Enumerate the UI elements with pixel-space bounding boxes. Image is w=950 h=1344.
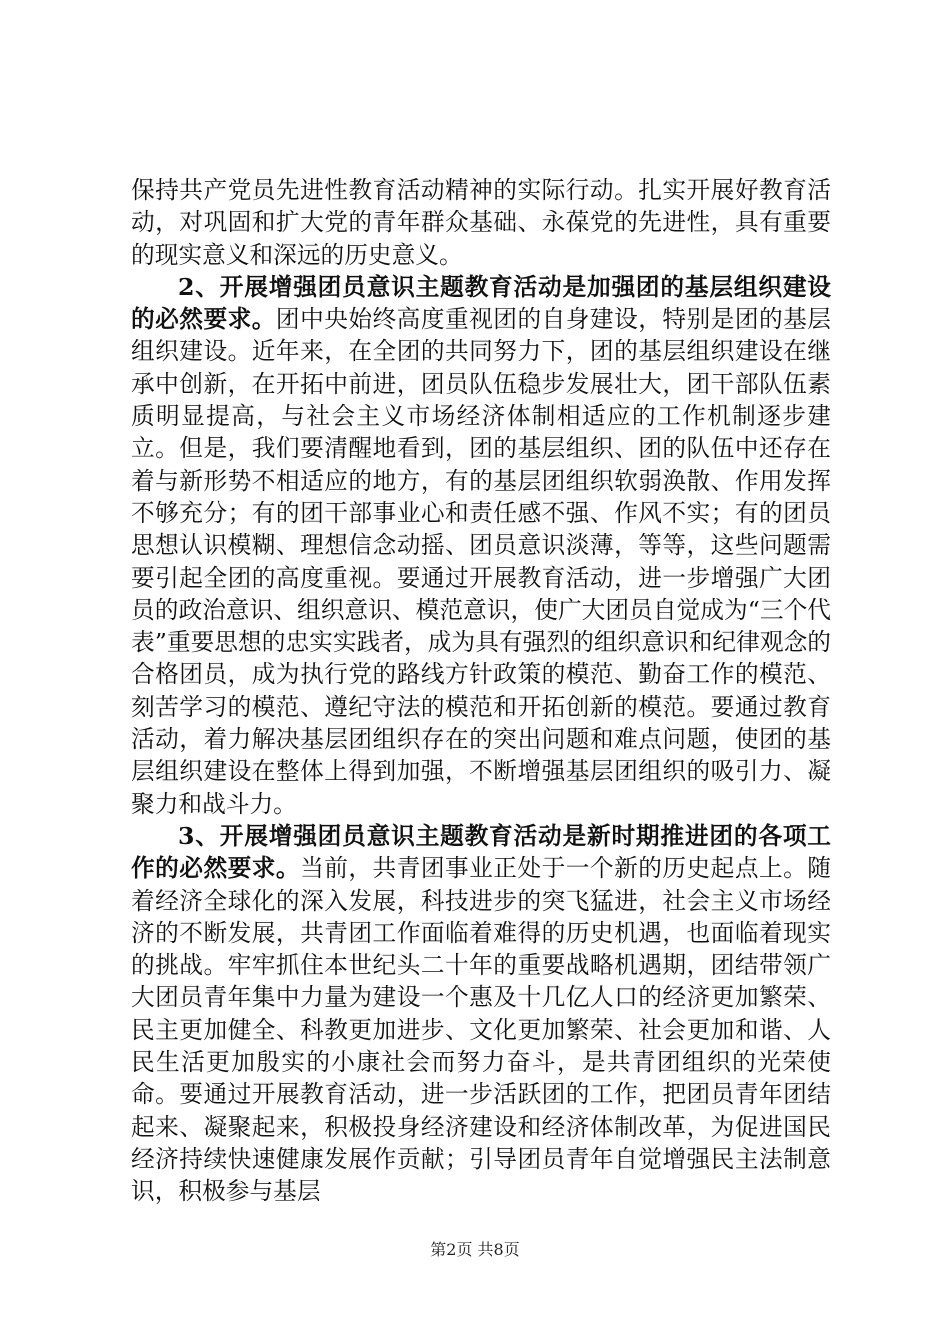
page-footer — [0, 1240, 950, 1260]
paragraph-section-2 — [131, 271, 831, 820]
paragraph-lead: 3、开展增强团员意识主题教育活动是新时期推进团的各项工作的必然要求。 — [131, 821, 831, 883]
paragraph-text: 保持共产党员先进性教育活动精神的实际行动。扎实开展好教育活动，对巩固和扩大党的青年群众基础、永葆党的先进性，具有重要的现实意义和深远的历史意义。 — [131, 176, 831, 269]
page-number: 第2页 共8页 — [430, 1240, 520, 1259]
document-body — [131, 174, 831, 1208]
paragraph-text: 团中央始终高度重视团的自身建设，特别是团的基层组织建设。近年来，在全团的共同努力下，团的基层组织建设在继承中创新，在开拓中前进，团员队伍稳步发展壮大，团干部队伍素质明显提高，与社会主义市场经济体制相适应的工作机制逐步建立。但是，我们要清醒地看到，团的基层组织、团的队伍中还存在着与新形势不相适应的地方，有的基层团组织软弱涣散、作用发挥不够充分；有的团干部事业心和责任感不强、作风不实；有的团员思想认识模糊、理想信念动摇、团员意识淡薄，等等，这些问题需要引起全团的高度重视。要通过开展教育活动，进一步增强广大团员的政治意识、组织意识、模范意识，使广大团员自觉成为“三个代表”重要思想的忠实实践者，成为具有强烈的组织意识和纪律观念的合格团员，成为执行党的路线方针政策的模范、勤奋工作的模范、刻苦学习的模范、遵纪守法的模范和开拓创新的模范。要通过教育活动，着力解决基层团组织存在的突出问题和难点问题，使团的基层组织建设在整体上得到加强，不断增强基层团组织的吸引力、凝聚力和战斗力。 — [131, 305, 831, 818]
paragraph-text: 当前，共青团事业正处于一个新的历史起点上。随着经济全球化的深入发展，科技进步的突飞猛进，社会主义市场经济的不断发展，共青团工作面临着难得的历史机遇，也面临着现实的挑战。牢牢抓住本世纪头二十年的重要战略机遇期，团结带领广大团员青年集中力量为建设一个惠及十几亿人口的经济更加繁荣、民主更加健全、科教更加进步、文化更加繁荣、社会更加和谐、人民生活更加殷实的小康社会而努力奋斗，是共青团组织的光荣使命。要通过开展教育活动，进一步活跃团的工作，把团员青年团结起来、凝聚起来，积极投身经济建设和经济体制改革，为促进国民经济持续快速健康发展作贡献；引导团员青年自觉增强民主法制意识，积极参与基层 — [131, 854, 831, 1206]
paragraph-lead: 2、开展增强团员意识主题教育活动是加强团的基层组织建设的必然要求。 — [131, 272, 831, 334]
paragraph-section-3 — [131, 820, 831, 1208]
paragraph-continuation — [131, 174, 831, 271]
